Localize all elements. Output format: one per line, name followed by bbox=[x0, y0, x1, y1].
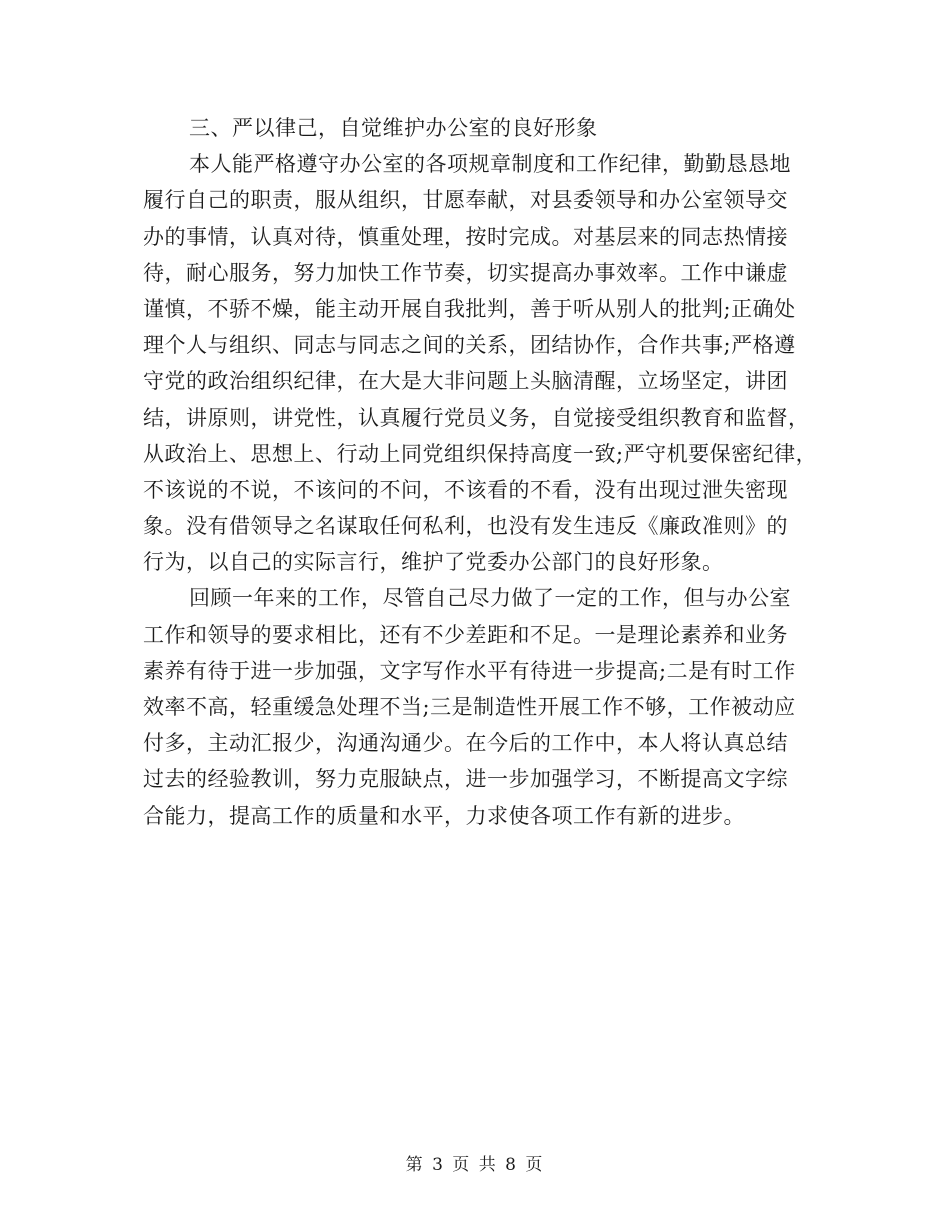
paragraph-line: 谨慎，不骄不燥，能主动开展自我批判，善于听从别人的批判;正确处 bbox=[143, 296, 796, 321]
paragraph-line: 效率不高，轻重缓急处理不当;三是制造性开展工作不够，工作被动应 bbox=[143, 695, 796, 719]
paragraph-line: 本人能严格遵守办公室的各项规章制度和工作纪律，勤勤恳恳地 bbox=[189, 152, 791, 177]
page-number-footer: 第 3 页 共 8 页 bbox=[405, 1155, 545, 1175]
paragraph-line: 办的事情，认真对待，慎重处理，按时完成。对基层来的同志热情接 bbox=[143, 224, 788, 249]
paragraph-line: 从政治上、思想上、行动上同党组织保持高度一致;严守机要保密纪律， bbox=[143, 441, 818, 466]
paragraph-line: 付多，主动汇报少，沟通沟通少。在今后的工作中，本人将认真总结 bbox=[143, 731, 788, 756]
paragraph-1 bbox=[143, 146, 823, 580]
paragraph-line: 工作和领导的要求相比，还有不少差距和不足。一是理论素养和业务 bbox=[143, 622, 788, 647]
section-heading: 三、严以律己，自觉维护办公室的良好形象 bbox=[189, 116, 598, 140]
paragraph-line: 回顾一年来的工作，尽管自己尽力做了一定的工作，但与办公室 bbox=[189, 586, 791, 611]
paragraph-2 bbox=[143, 580, 823, 833]
paragraph-line: 过去的经验教训，努力克服缺点，进一步加强学习，不断提高文字综 bbox=[143, 767, 788, 792]
paragraph-line: 不该说的不说，不该问的不问，不该看的不看，没有出现过泄失密现 bbox=[143, 477, 788, 502]
paragraph-line: 结，讲原则，讲党性，认真履行党员义务，自觉接受组织教育和监督， bbox=[143, 405, 810, 430]
paragraph-line: 行为，以自己的实际言行，维护了党委办公部门的良好形象。 bbox=[143, 550, 724, 575]
paragraph-line: 履行自己的职责，服从组织，甘愿奉献，对县委领导和办公室领导交 bbox=[143, 188, 788, 213]
paragraph-line: 象。没有借领导之名谋取任何私利，也没有发生违反《廉政准则》的 bbox=[143, 514, 788, 539]
paragraph-line: 合能力，提高工作的质量和水平，力求使各项工作有新的进步。 bbox=[143, 803, 745, 828]
paragraph-line: 理个人与组织、同志与同志之间的关系，团结协作，合作共事;严格遵 bbox=[143, 333, 796, 358]
paragraph-line: 素养有待于进一步加强，文字写作水平有待进一步提高;二是有时工作 bbox=[143, 658, 796, 683]
paragraph-line: 待，耐心服务，努力加快工作节奏，切实提高办事效率。工作中谦虚 bbox=[143, 260, 788, 285]
paragraph-line: 守党的政治组织纪律，在大是大非问题上头脑清醒，立场坚定，讲团 bbox=[143, 369, 788, 394]
body-text bbox=[143, 110, 823, 834]
